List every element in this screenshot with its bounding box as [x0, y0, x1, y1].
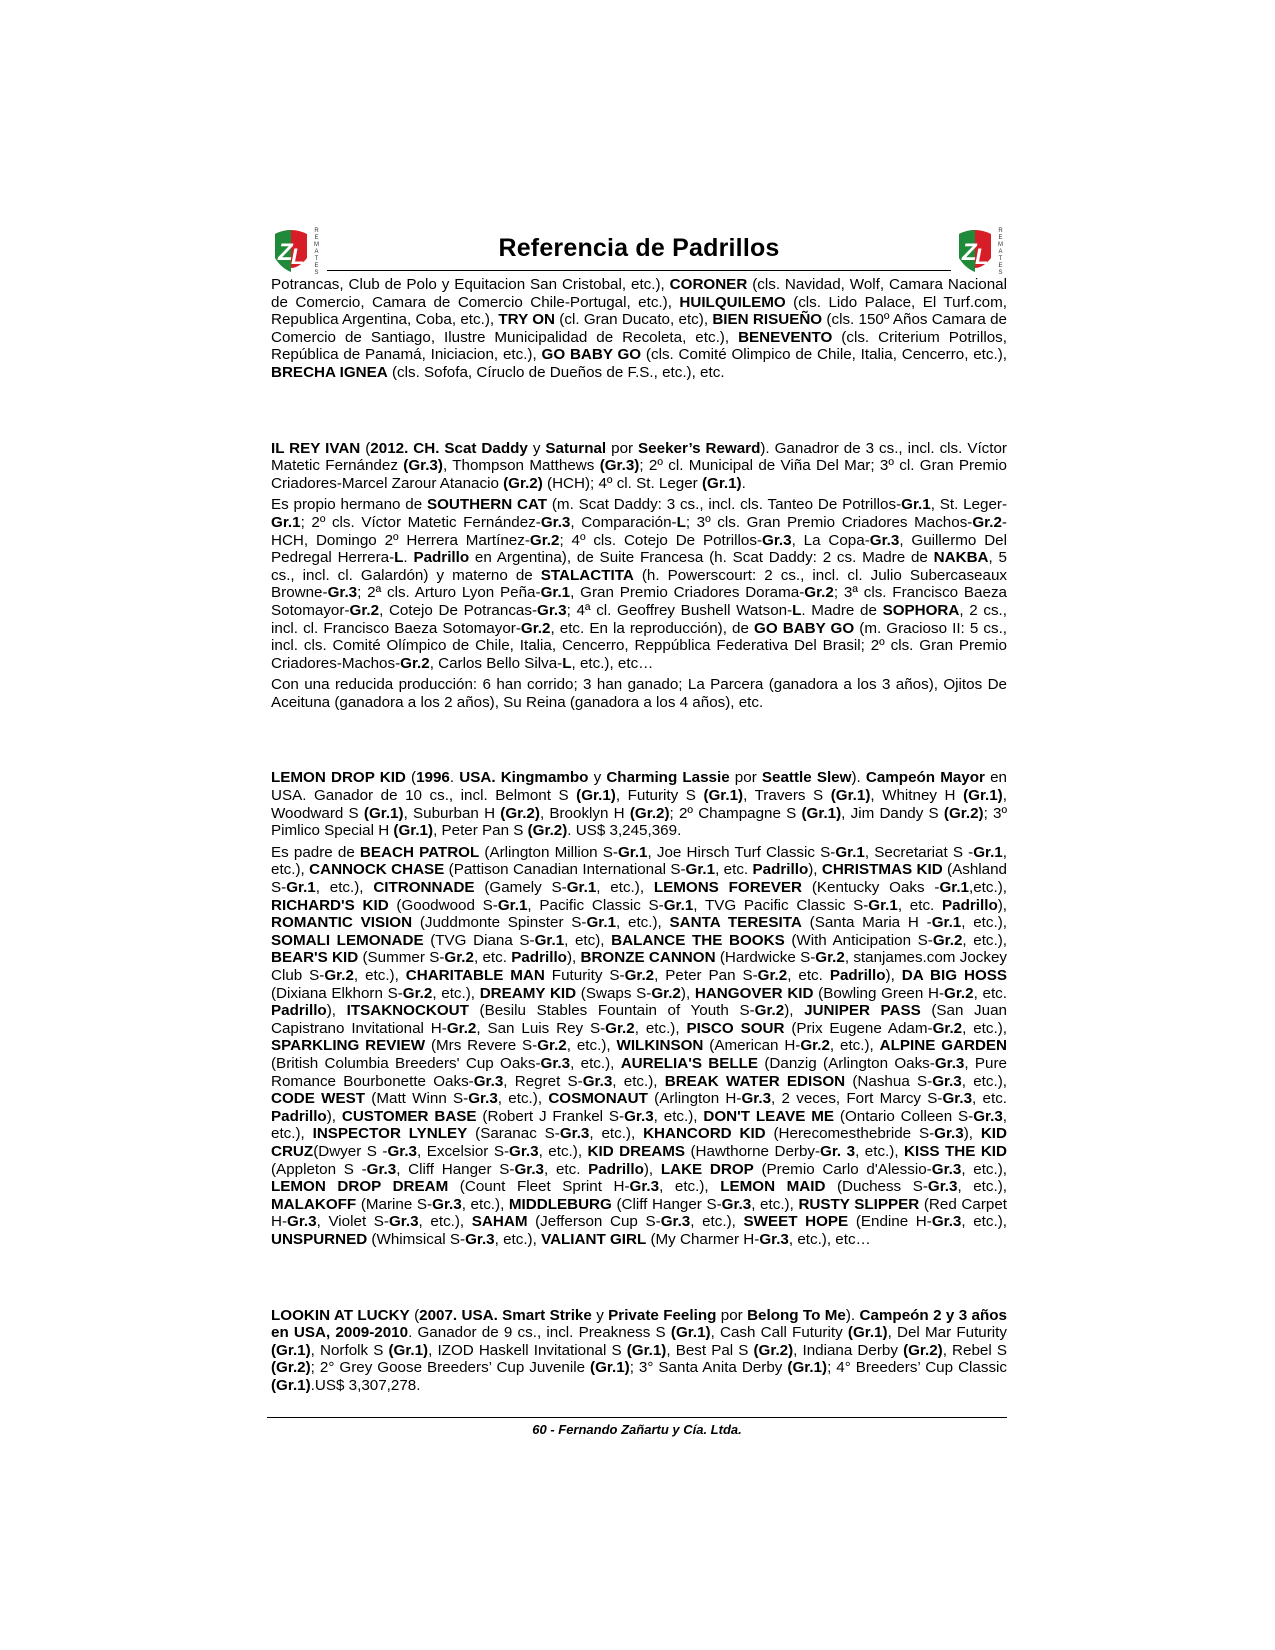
- bold-run: BRONZE CANNON: [580, 949, 716, 967]
- bold-run: (Gr.1): [271, 1376, 311, 1394]
- bold-run: Padrillo: [271, 1107, 327, 1125]
- bold-run: Gr.1: [685, 861, 716, 879]
- bold-run: Gr.3: [931, 1213, 962, 1231]
- bold-run: Gr.2: [537, 1037, 567, 1055]
- bold-run: Padrillo: [271, 1002, 327, 1020]
- bold-run: (Gr.1): [670, 1324, 711, 1342]
- bold-run: Private Feeling: [608, 1306, 717, 1324]
- bold-run: Gr.1: [286, 879, 316, 897]
- bold-run: CANNOCK CHASE: [309, 861, 445, 879]
- document-body: [271, 276, 1007, 1394]
- bold-run: Gr.1: [566, 879, 597, 897]
- bold-run: JUNIPER PASS: [804, 1002, 921, 1020]
- bold-run: Gr.1: [497, 896, 528, 914]
- entry-paragraph: Es padre de BEACH PATROL (Arlington Million S-Gr.1, Joe Hirsch Turf Classic S-Gr.1, Secretariat S -Gr.1, etc.), CANNOCK CHASE (Pattison Canadian International S-Gr.1, etc. Padrillo), CHRISTMAS KID (Ashland S-Gr.1, etc.), CITRONNADE (Gamely S-Gr.1, etc.), LEMONS FOREVER (Kentucky Oaks -Gr.1,etc.), RICHARD'S KID (Goodwood S-Gr.1, Pacific Classic S-Gr.1, TVG Pacific Classic S-Gr.1, etc. Padrillo), ROMANTIC VISION (Juddmonte Spinster S-Gr.1, etc.), SANTA TERESITA (Santa Maria H -Gr.1, etc.), SOMALI LEMONADE (TVG Diana S-Gr.1, etc), BALANCE THE BOOKS (With Anticipation S-Gr.2, etc.), BEAR'S KID (Summer S-Gr.2, etc. Padrillo), BRONZE CANNON (Hardwicke S-Gr.2, stanjames.com Jockey Club S-Gr.2, etc.), CHARITABLE MAN Futurity S-Gr.2, Peter Pan S-Gr.2, etc. Padrillo), DA BIG HOSS (Dixiana Elkhorn S-Gr.2, etc.), DREAMY KID (Swaps S-Gr.2), HANGOVER KID (Bowling Green H-Gr.2, etc. Padrillo), ITSAKNOCKOUT (Besilu Stables Fountain of Youth S-Gr.2), JUNIPER PASS (San Juan Capistrano Invitational H-Gr.2, San Luis Rey S-Gr.2, etc.), PISCO SOUR (Prix Eugene Adam-Gr.2, etc.), SPARKLING REVIEW (Mrs Revere S-Gr.2, etc.), WILKINSON (American H-Gr.2, etc.), ALPINE GARDEN (British Columbia Breeders' Cup Oaks-Gr.3, etc.), AURELIA'S BELLE (Danzig (Arlington Oaks-Gr.3, Pure Romance Bourbonette Oaks-Gr.3, Regret S-Gr.3, etc.), BREAK WATER EDISON (Nashua S-Gr.3, etc.), CODE WEST (Matt Winn S-Gr.3, etc.), COSMONAUT (Arlington H-Gr.3, 2 veces, Fort Marcy S-Gr.3, etc. Padrillo), CUSTOMER BASE (Robert J Frankel S-Gr.3, etc.), DON'T LEAVE ME (Ontario Colleen S-Gr.3, etc.), INSPECTOR LYNLEY (Saranac S-Gr.3, etc.), KHANCORD KID (Herecomesthebride S-Gr.3), KID CRUZ(Dwyer S -Gr.3, Excelsior S-Gr.3, etc.), KID DREAMS (Hawthorne Derby-Gr. 3, etc.), KISS THE KID (Appleton S -Gr.3, Cliff Hanger S-Gr.3, etc. Padrillo), LAKE DROP (Premio Carlo d'Alessio-Gr.3, etc.), LEMON DROP DREAM (Count Fleet Sprint H-Gr.3, etc.), LEMON MAID (Duchess S-Gr.3, etc.), MALAKOFF (Marine S-Gr.3, etc.), MIDDLEBURG (Cliff Hanger S-Gr.3, etc.), RUSTY SLIPPER (Red Carpet H-Gr.3, Violet S-Gr.3, etc.), SAHAM (Jefferson Cup S-Gr.3, etc.), SWEET HOPE (Endine H-Gr.3, etc.), UNSPURNED (Whimsical S-Gr.3, etc.), VALIANT GIRL (My Charmer H-Gr.3, etc.), etc…: [271, 843, 1008, 1248]
- bold-run: 1996: [416, 769, 450, 787]
- bold-run: (Gr.1): [847, 1324, 888, 1342]
- bold-run: CODE WEST: [271, 1090, 366, 1108]
- entry-lookin-at-lucky: [271, 1307, 1007, 1395]
- bold-run: RUSTY SLIPPER: [798, 1195, 920, 1213]
- bold-run: KID DREAMS: [587, 1142, 685, 1160]
- bold-run: GO BABY GO: [754, 619, 855, 637]
- entry-paragraph: IL REY IVAN (2012. CH. Scat Daddy y Saturnal por Seeker’s Reward). Ganadror de 3 cs., incl. cls. Víctor Matetic Fernández (Gr.3), Thompson Matthews (Gr.3); 2º cl. Municipal de Viña Del Mar; 3º cl. Gran Premio Criadores-Marcel Zarour Atanacio (Gr.2) (HCH); 4º cl. St. Leger (Gr.1).: [271, 439, 1007, 492]
- bold-run: USA. Kingmambo: [459, 769, 589, 787]
- bold-run: Gr.3: [465, 1230, 495, 1248]
- bold-run: ROMANTIC VISION: [271, 914, 413, 932]
- bold-run: Charming Lassie: [606, 769, 730, 787]
- bold-run: RICHARD'S KID: [271, 896, 389, 914]
- bold-run: Gr.3: [473, 1072, 504, 1090]
- bold-run: Gr.3: [624, 1107, 654, 1125]
- bold-run: Gr.3: [629, 1178, 660, 1196]
- bold-run: Gr.1: [973, 843, 1003, 861]
- bold-run: (Gr.2): [629, 804, 670, 822]
- bold-run: L: [562, 654, 572, 672]
- zl-remates-logo: [955, 228, 1007, 274]
- bold-run: (Gr.1): [963, 787, 1003, 805]
- bold-run: L: [792, 601, 802, 619]
- bold-run: (Gr.1): [626, 1341, 667, 1359]
- bold-run: SOPHORA: [882, 601, 960, 619]
- bold-run: Gr.2: [754, 1002, 785, 1020]
- bold-run: Gr.1: [835, 843, 865, 861]
- bold-run: Gr.1: [939, 879, 970, 897]
- bold-run: Gr.3: [741, 1090, 772, 1108]
- entry-paragraph: LOOKIN AT LUCKY (2007. USA. Smart Strike y Private Feeling por Belong To Me). Campeón 2 y 3 años en USA, 2009-2010. Ganador de 9 cs., incl. Preakness S (Gr.1), Cash Call Futurity (Gr.1), Del Mar Futurity (Gr.1), Norfolk S (Gr.1), IZOD Haskell Invitational S (Gr.1), Best Pal S (Gr.2), Indiana Derby (Gr.2), Rebel S (Gr.2); 2° Grey Goose Breeders’ Cup Juvenile (Gr.1); 3° Santa Anita Derby (Gr.1); 4° Breeders’ Cup Classic (Gr.1).US$ 3,307,278.: [271, 1306, 1008, 1394]
- bold-run: Seattle Slew: [761, 769, 852, 787]
- bold-run: Gr.2: [815, 949, 845, 967]
- bold-run: Gr.3: [931, 1160, 962, 1178]
- page-header: [271, 228, 1007, 276]
- bold-run: Gr.1: [617, 843, 648, 861]
- bold-run: Gr.2: [402, 984, 433, 1002]
- bold-run: SAHAM: [471, 1213, 528, 1231]
- bold-run: VALIANT GIRL: [541, 1230, 647, 1248]
- bold-run: BEAR'S KID: [271, 949, 359, 967]
- bold-run: (Gr.1): [393, 822, 434, 840]
- bold-run: Gr.3: [287, 1213, 317, 1231]
- bold-run: SPARKLING REVIEW: [271, 1037, 426, 1055]
- entry-paragraph: LEMON DROP KID (1996. USA. Kingmambo y Charming Lassie por Seattle Slew). Campeón Mayor en USA. Ganador de 10 cs., incl. Belmont S (Gr.1), Futurity S (Gr.1), Travers S (Gr.1), Whitney H (Gr.1), Woodward S (Gr.1), Suburban H (Gr.2), Brooklyn H (Gr.2); 2º Champagne S (Gr.1), Jim Dandy S (Gr.2); 3º Pimlico Special H (Gr.1), Peter Pan S (Gr.2). US$ 3,245,369.: [271, 769, 1008, 840]
- intro-continuation: [271, 276, 1007, 382]
- bold-run: Gr.2: [520, 619, 551, 637]
- bold-run: LAKE DROP: [660, 1160, 754, 1178]
- bold-run: Gr.3: [582, 1072, 613, 1090]
- intro-paragraph: Potrancas, Club de Polo y Equitacion San Cristobal, etc.), CORONER (cls. Navidad, Wolf, Camara Nacional de Comercio, Camara de Comercio Chile-Portugal, etc.), HUILQUILEMO (cls. Lido Palace, El Turf.com, Republica Argentina, Coba, etc.), TRY ON (cl. Gran Ducato, etc), BIEN RISUEÑO (cls. 150º Años Camara de Comercio de Santiago, Ilustre Municipalidad de Recoleta, etc.), BENEVENTO (cls. Criterium Potrillos, República de Panamá, Iniciacion, etc.), GO BABY GO (cls. Comité Olimpico de Chile, Italia, Cencerro, etc.), BRECHA IGNEA (cls. Sofofa, Círuclo de Dueños de F.S., etc.), etc.: [271, 276, 1008, 381]
- bold-run: (Gr.1): [576, 787, 616, 805]
- bold-run: Campeón Mayor: [865, 769, 985, 787]
- footer-divider: [267, 1417, 1007, 1418]
- bold-run: BEACH PATROL: [359, 843, 480, 861]
- bold-run: Gr.3: [540, 1054, 571, 1072]
- bold-run: Gr.2: [757, 967, 788, 984]
- header-divider: [327, 270, 951, 271]
- bold-run: TRY ON: [498, 311, 555, 329]
- bold-run: Gr.2: [651, 984, 681, 1002]
- bold-run: LEMON DROP KID: [271, 769, 406, 787]
- bold-run: Gr.2: [605, 1019, 635, 1037]
- bold-run: Gr.1: [901, 496, 931, 514]
- bold-run: Seeker’s Reward: [638, 439, 761, 457]
- bold-run: (Gr.1): [701, 474, 742, 492]
- svg-text:L: L: [291, 244, 305, 269]
- bold-run: Gr.2: [349, 601, 380, 619]
- bold-run: (Gr.2): [943, 804, 984, 822]
- bold-run: Gr.3: [327, 584, 358, 602]
- bold-run: Gr.3: [942, 1090, 973, 1108]
- bold-run: (Gr.1): [590, 1359, 630, 1377]
- page-title: Referencia de Padrillos: [498, 234, 780, 262]
- bold-run: Gr.3: [932, 1072, 962, 1090]
- bold-run: (Gr.1): [363, 804, 404, 822]
- bold-run: (Gr.2): [753, 1341, 794, 1359]
- bold-run: CITRONNADE: [373, 879, 475, 897]
- bold-run: Gr.3: [540, 513, 571, 531]
- bold-run: Belong To Me: [747, 1306, 846, 1324]
- bold-run: MALAKOFF: [271, 1195, 357, 1213]
- bold-run: Padrillo: [511, 949, 567, 967]
- bold-run: ALPINE GARDEN: [879, 1037, 1008, 1055]
- bold-run: (Gr.1): [703, 787, 744, 805]
- bold-run: Gr.3: [927, 1178, 958, 1196]
- bold-run: (Gr.2): [271, 1359, 311, 1377]
- page: [271, 228, 1007, 1398]
- bold-run: Gr.3: [387, 1142, 418, 1160]
- bold-run: Gr.3: [762, 531, 792, 549]
- bold-run: (Gr.1): [787, 1359, 828, 1377]
- bold-run: Padrillo: [413, 549, 470, 567]
- bold-run: (Gr.1): [801, 804, 842, 822]
- svg-text:L: L: [975, 244, 989, 269]
- bold-run: UNSPURNED: [271, 1230, 368, 1248]
- bold-run: KHANCORD KID: [643, 1125, 766, 1143]
- bold-run: 2012. CH. Scat Daddy: [370, 439, 528, 457]
- bold-run: CHRISTMAS KID: [821, 861, 943, 879]
- bold-run: Gr.1: [931, 914, 962, 932]
- bold-run: Gr.3: [514, 1160, 545, 1178]
- bold-run: Gr.2: [529, 531, 560, 549]
- entry-paragraph: Es propio hermano de SOUTHERN CAT (m. Scat Daddy: 3 cs., incl. cls. Tanteo De Potrillos-Gr.1, St. Leger-Gr.1; 2º cls. Víctor Matetic Fernández-Gr.3, Comparación-L; 3º cls. Gran Premio Criadores Machos-Gr.2-HCH, Domingo 2º Herrera Martínez-Gr.2; 4º cls. Cotejo De Potrillos-Gr.3, La Copa-Gr.3, Guillermo Del Pedregal Herrera-L. Padrillo en Argentina), de Suite Francesa (h. Scat Daddy: 2 cs. Madre de NAKBA, 5 cs., incl. cl. Galardón) y materno de STALACTITA (h. Powerscourt: 2 cs., incl. cl. Julio Subercaseaux Browne-Gr.3; 2ª cls. Arturo Lyon Peña-Gr.1, Gran Premio Criadores Dorama-Gr.2; 3ª cls. Francisco Baeza Sotomayor-Gr.2, Cotejo De Potrancas-Gr.3; 4ª cl. Geoffrey Bushell Watson-L. Madre de SOPHORA, 2 cs., incl. cl. Francisco Baeza Sotomayor-Gr.2, etc. En la reproducción), de GO BABY GO (m. Gracioso II: 5 cs., incl. cls. Comité Olímpico de Chile, Italia, Cencerro, Reppública Federativa Del Brasil; 2º cls. Gran Premio Criadores-Machos-Gr.2, Carlos Bello Silva-L, etc.), etc…: [271, 496, 1008, 672]
- bold-run: LEMONS FOREVER: [653, 879, 803, 897]
- bold-run: Gr.2: [324, 967, 354, 984]
- bold-run: Gr. 3: [820, 1142, 856, 1160]
- bold-run: HANGOVER KID: [694, 984, 814, 1002]
- bold-run: STALACTITA: [540, 566, 634, 584]
- bold-run: LEMON MAID: [720, 1178, 826, 1196]
- bold-run: (Gr.3): [403, 457, 443, 475]
- bold-run: HUILQUILEMO: [679, 293, 786, 311]
- bold-run: LEMON DROP DREAM: [271, 1178, 449, 1196]
- bold-run: INSPECTOR LYNLEY: [312, 1125, 468, 1143]
- bold-run: Gr.3: [388, 1213, 419, 1231]
- entry-lemon-drop-kid: [271, 769, 1007, 1248]
- bold-run: IL REY IVAN: [271, 439, 361, 457]
- svg-text:Z: Z: [278, 239, 293, 266]
- page-footer: [267, 1417, 1007, 1437]
- bold-run: Gr.3: [973, 1107, 1003, 1125]
- bold-run: GO BABY GO: [541, 346, 642, 364]
- bold-run: Gr.1: [534, 931, 565, 949]
- footer-text: 60 - Fernando Zañartu y Cía. Ltda.: [532, 1422, 742, 1437]
- bold-run: Gr.2: [944, 984, 974, 1002]
- bold-run: Padrillo: [752, 861, 809, 879]
- bold-run: L: [394, 549, 404, 567]
- bold-run: Gr.3: [934, 1054, 965, 1072]
- bold-run: Gr.3: [869, 531, 900, 549]
- bold-run: PISCO SOUR: [686, 1019, 785, 1037]
- bold-run: SWEET HOPE: [743, 1213, 849, 1231]
- bold-run: SOMALI LEMONADE: [271, 931, 424, 949]
- bold-run: BALANCE THE BOOKS: [611, 931, 785, 949]
- entry-il-rey-ivan: [271, 440, 1007, 712]
- bold-run: (Gr.1): [830, 787, 871, 805]
- bold-run: BENEVENTO: [738, 328, 833, 346]
- bold-run: Gr.3: [509, 1142, 539, 1160]
- bold-run: MIDDLEBURG: [508, 1195, 612, 1213]
- bold-run: Gr.3: [537, 601, 567, 619]
- bold-run: DA BIG HOSS: [901, 967, 1008, 984]
- bold-run: (Gr.2): [503, 474, 543, 492]
- bold-run: COSMONAUT: [548, 1090, 648, 1108]
- logo-side-letters: R E M A T E S: [998, 228, 1003, 276]
- bold-run: Gr.3: [468, 1090, 498, 1108]
- bold-run: (Gr.2): [527, 822, 568, 840]
- bold-run: KISS THE KID: [904, 1142, 1007, 1160]
- bold-run: Gr.3: [366, 1160, 397, 1178]
- bold-run: Gr.2: [400, 654, 430, 672]
- bold-run: Gr.2: [932, 931, 963, 949]
- bold-run: Gr.3: [660, 1213, 691, 1231]
- bold-run: KID CRUZ: [271, 1125, 1007, 1160]
- svg-text:Z: Z: [962, 239, 977, 266]
- entry-paragraph: Con una reducida producción: 6 han corrido; 3 han ganado; La Parcera (ganadora a los 3 años), Ojitos De Aceituna (ganadora a los 2 años), Su Reina (ganadora a los 4 años), etc.: [271, 676, 1007, 711]
- zl-logo-mark-icon: [955, 228, 995, 274]
- bold-run: SANTA TERESITA: [669, 914, 802, 932]
- bold-run: Gr.1: [540, 584, 571, 602]
- bold-run: Padrillo: [942, 896, 998, 914]
- bold-run: LOOKIN AT LUCKY: [271, 1306, 410, 1324]
- bold-run: (Gr.1): [271, 1341, 311, 1359]
- bold-run: Gr.3: [432, 1195, 462, 1213]
- bold-run: L: [676, 513, 686, 531]
- bold-run: Gr.1: [663, 896, 694, 914]
- bold-run: AURELIA'S BELLE: [620, 1054, 759, 1072]
- bold-run: SOUTHERN CAT: [426, 496, 548, 514]
- bold-run: NAKBA: [933, 549, 989, 567]
- bold-run: WILKINSON: [616, 1037, 704, 1055]
- bold-run: Gr.2: [932, 1019, 963, 1037]
- bold-run: Gr.2: [446, 1019, 477, 1037]
- bold-run: Gr.3: [934, 1125, 964, 1143]
- bold-run: (Gr.3): [599, 457, 640, 475]
- bold-run: Gr.1: [868, 896, 898, 914]
- bold-run: Padrillo: [588, 1160, 644, 1178]
- bold-run: 2007. USA. Smart Strike: [419, 1306, 592, 1324]
- bold-run: Gr.2: [804, 584, 834, 602]
- bold-run: Gr.1: [271, 513, 301, 531]
- bold-run: BIEN RISUEÑO: [712, 311, 823, 329]
- bold-run: Gr.3: [559, 1125, 590, 1143]
- logo-side-letters: R E M A T E S: [314, 228, 319, 276]
- bold-run: Gr.3: [759, 1230, 789, 1248]
- bold-run: DREAMY KID: [479, 984, 577, 1002]
- bold-run: Gr.3: [721, 1195, 752, 1213]
- bold-run: Gr.1: [586, 914, 617, 932]
- bold-run: Gr.2: [624, 967, 655, 984]
- bold-run: BREAK WATER EDISON: [664, 1072, 846, 1090]
- bold-run: Campeón 2 y 3 años en USA, 2009-2010: [271, 1306, 1007, 1342]
- bold-run: (Gr.1): [388, 1341, 429, 1359]
- bold-run: Gr.2: [972, 513, 1002, 531]
- bold-run: BRECHA IGNEA: [271, 363, 388, 381]
- bold-run: Gr.2: [444, 949, 474, 967]
- bold-run: Gr.2: [800, 1037, 830, 1055]
- bold-run: CORONER: [669, 276, 748, 293]
- bold-run: Saturnal: [545, 439, 607, 457]
- bold-run: CHARITABLE MAN: [405, 967, 545, 984]
- bold-run: Padrillo: [829, 967, 886, 984]
- bold-run: DON'T LEAVE ME: [703, 1107, 835, 1125]
- bold-run: ITSAKNOCKOUT: [346, 1002, 469, 1020]
- bold-run: CUSTOMER BASE: [341, 1107, 477, 1125]
- bold-run: (Gr.2): [500, 804, 540, 822]
- bold-run: (Gr.2): [903, 1341, 943, 1359]
